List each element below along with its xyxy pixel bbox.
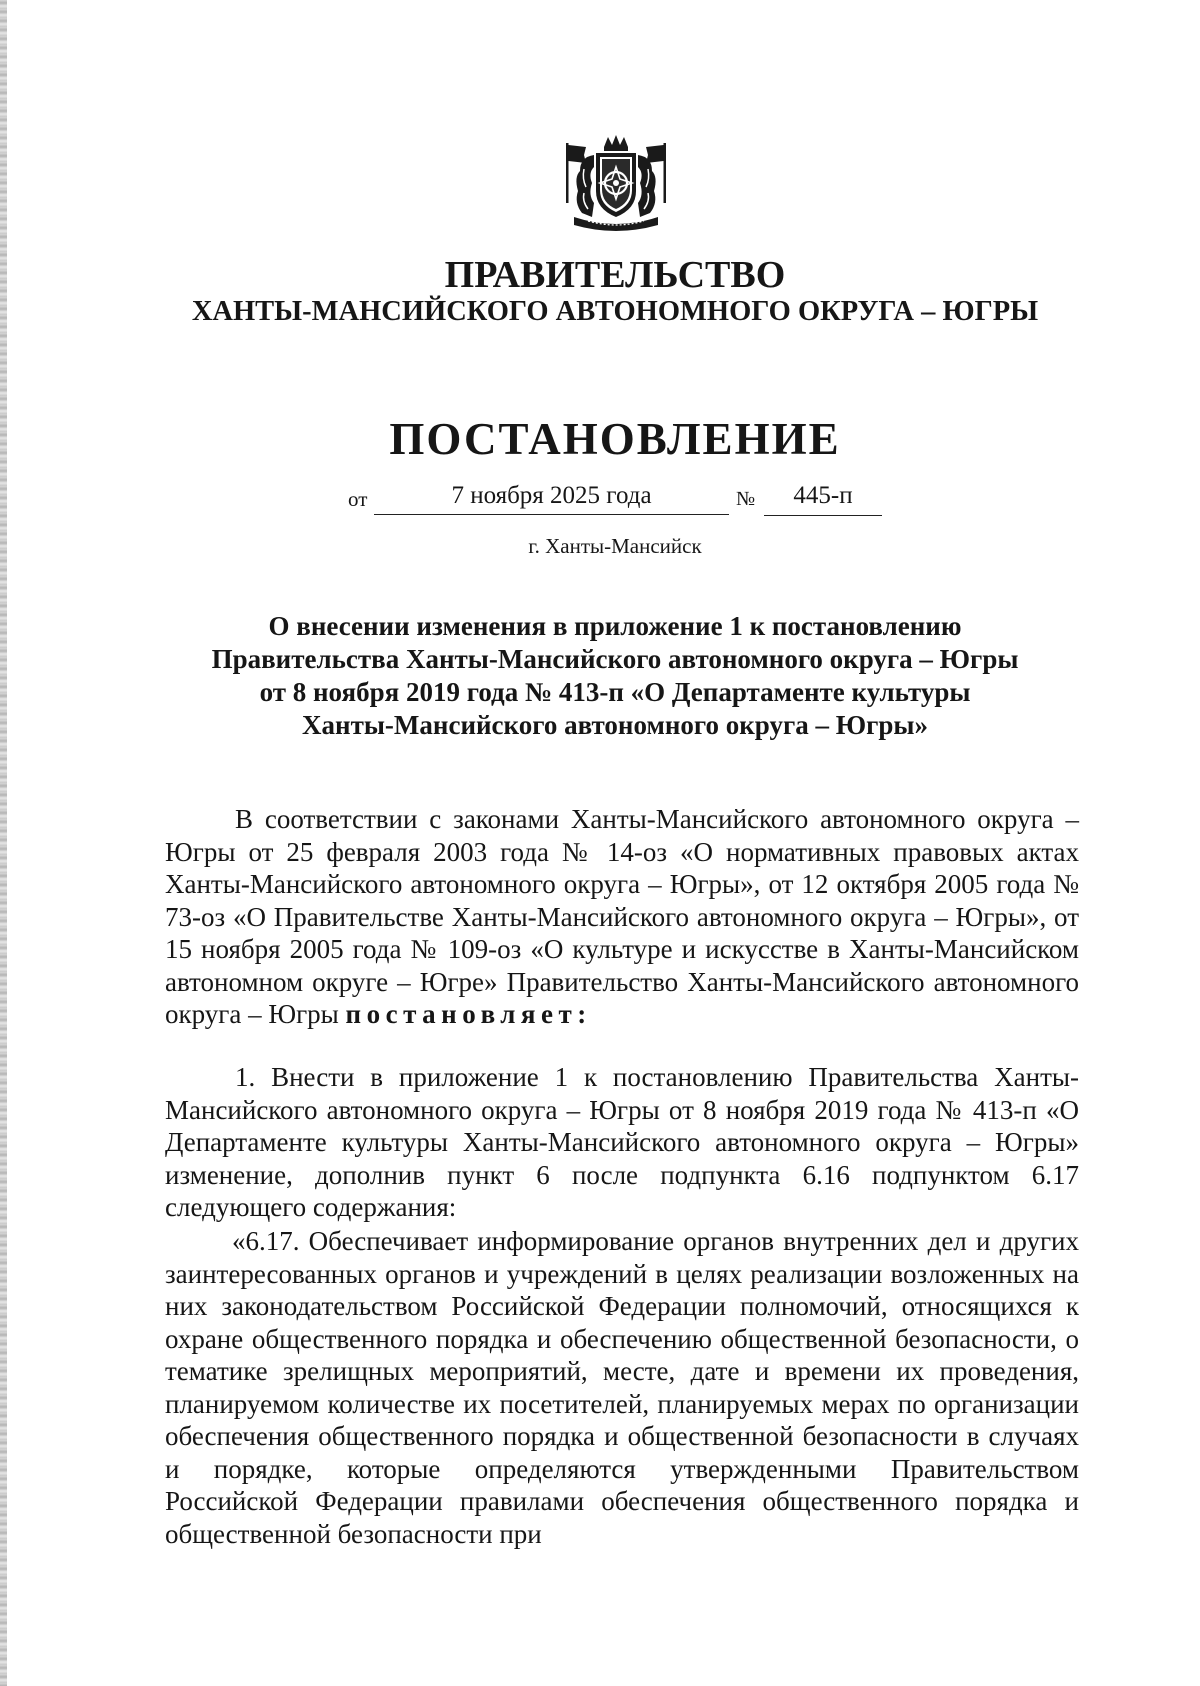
government-subtitle: ХАНТЫ-МАНСИЙСКОГО АВТОНОМНОГО ОКРУГА – ЮГРЫ xyxy=(191,296,1039,327)
date-number-line xyxy=(0,478,1200,518)
heading-line: Ханты-Мансийского автономного округа – Югры» xyxy=(302,710,928,740)
preamble-text: В соответствии с законами Ханты-Мансийского автономного округа – Югры от 25 февраля 2003 года № 14-оз «О нормативных правовых актах Ханты-Мансийского автономного округа – Югры», от 12 октября 2005 года № 73-оз «О Правительстве Ханты-Мансийского автономного округа – Югры», от 15 ноября 2005 года № 109-оз «О культуре и искусстве в Ханты-Мансийском автономном округе – Югре» Правительство Ханты-Мансийского автономного округа – Югры xyxy=(165,804,1079,1029)
heading-line: Правительства Ханты-Мансийского автономного округа – Югры xyxy=(211,644,1019,674)
clause-1-paragraph: 1. Внести в приложение 1 к постановлению Правительства Ханты-Мансийского автономного округа – Югры от 8 ноября 2019 года № 413-п «О Департаменте культуры Ханты-Мансийского автономного округа – Югры» изменение, дополнив пункт 6 после подпункта 6.16 подпунктом 6.17 следующего содержания: xyxy=(165,1062,1079,1222)
preamble-paragraph xyxy=(165,803,1079,1031)
document-number: 445-п xyxy=(764,478,882,516)
document-heading xyxy=(170,610,1060,742)
coat-of-arms-icon xyxy=(560,133,672,235)
document-place: г. Ханты-Мансийск xyxy=(528,534,702,558)
resolve-word: постановляет: xyxy=(345,999,592,1029)
heading-line: от 8 ноября 2019 года № 413-п «О Департаменте культуры xyxy=(259,677,971,707)
document-type: ПОСТАНОВЛЕНИЕ xyxy=(389,414,841,464)
government-title: ПРАВИТЕЛЬСТВО xyxy=(444,254,786,296)
subclause-6-17-paragraph: «6.17. Обеспечивает информирование органов внутренних дел и других заинтересованных органов и учреждений в целях реализации возложенных на них законодательством Российской Федерации полномочий, относящихся к охране общественного порядка и обеспечению общественной безопасности, о тематике зрелищных мероприятий, месте, дате и времени их проведения, планируемом количестве их посетителей, планируемых мерах по организации обеспечения общественного порядка и общественной безопасности в случаях и порядке, которые определяются утвержденными Правительством Российской Федерации правилами обеспечения общественного порядка и общественной безопасности при xyxy=(165,1226,1079,1549)
document-date: 7 ноября 2025 года xyxy=(374,478,729,515)
heading-line: О внесении изменения в приложение 1 к постановлению xyxy=(268,611,962,641)
from-label: от xyxy=(348,487,368,511)
number-label: № xyxy=(736,488,756,510)
